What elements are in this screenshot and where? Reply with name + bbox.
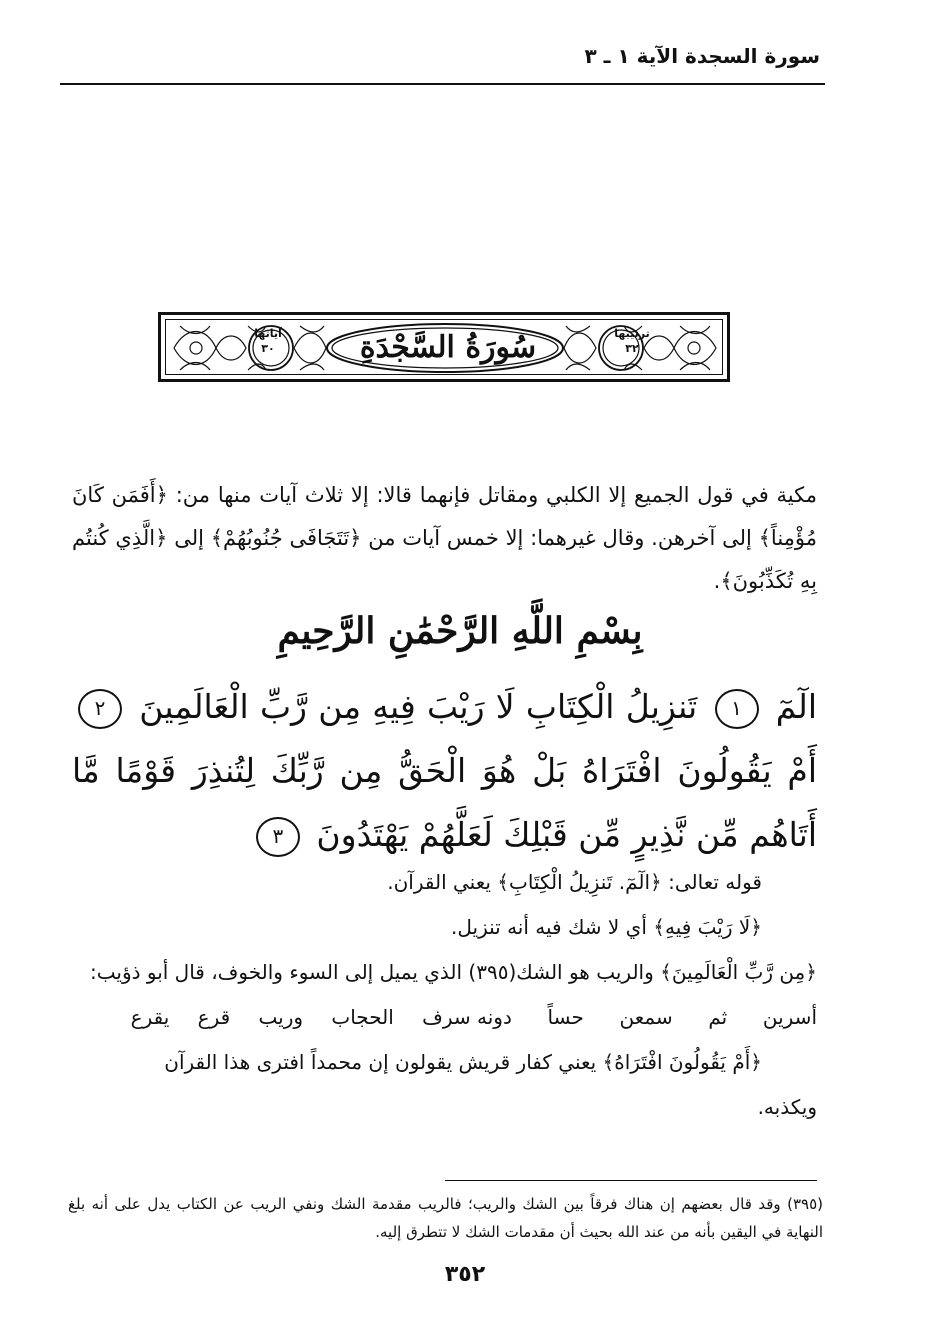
ayah-number-marker: ١ [715, 689, 759, 729]
surah-order-medallion [602, 326, 662, 356]
verses-label: آياتها [254, 327, 282, 340]
commentary-line: ﴿مِن رَّبِّ الْعَالَمِينَ﴾ والريب هو الشك(٣٩٥) الذي يميل إلى السوء والخوف، قال أبو ذؤيب: [90, 960, 817, 984]
commentary [72, 860, 817, 1130]
order-number: ٣٢ [625, 342, 639, 355]
page-number: ٣٥٢ [444, 1262, 486, 1287]
header-rule [60, 83, 825, 85]
poetry-hemistich: سرف الحجاب وريب قرع يقرع [130, 1005, 471, 1029]
verses-number: ٣٠ [261, 342, 275, 355]
banner-frame [165, 319, 723, 375]
commentary-line: ﴿لَا رَيْبَ فِيهِ﴾ أي لا شك فيه أنه تنزيل. [451, 915, 762, 939]
poetry-verse [72, 995, 817, 1040]
commentary-line: ويكذبه. [757, 1095, 817, 1119]
ayah-number-marker: ٣ [256, 817, 300, 857]
footnote-rule [445, 1180, 817, 1181]
surah-title: سُورَةُ السَّجْدَةِ [359, 330, 537, 365]
quran-verses [72, 675, 817, 867]
surah-banner [158, 312, 730, 382]
verse-text: أَمْ يَقُولُونَ افْتَرَاهُ بَلْ هُوَ الْحَقُّ مِن رَّبِّكَ لِتُنذِرَ قَوْمًا مَّا أَتَاهُم مِّن نَّذِيرٍ مِّن قَبْلِكَ لَعَلَّهُمْ يَهْتَدُونَ [72, 751, 817, 854]
commentary-line: ﴿أَمْ يَقُولُونَ افْتَرَاهُ﴾ يعني كفار قريش يقولون إن محمداً افترى هذا القرآن [164, 1050, 762, 1074]
commentary-line: قوله تعالى: ﴿الٓمٓ. تَنزِيلُ الْكِتَابِ﴾ يعني القرآن. [387, 870, 762, 894]
verse-text: تَنزِيلُ الْكِتَابِ لَا رَيْبَ فِيهِ مِن رَّبِّ الْعَالَمِينَ [139, 687, 698, 726]
verses-count-medallion [238, 326, 298, 356]
surah-introduction: مكية في قول الجميع إلا الكلبي ومقاتل فإنهما قالا: إلا ثلاث آيات منها من: ﴿أَفَمَن كَانَ مُؤْمِناً﴾ إلى آخرهن. وقال غيرهما: إلا خمس آيات من ﴿تَتَجَافَى جُنُوبُهُمْ﴾ إلى ﴿الَّذِي كُنتُم بِهِ تُكَذِّبُونَ﴾. [72, 483, 817, 593]
running-header: سورة السجدة الآية ١ ـ ٣ [584, 44, 820, 68]
basmala: بِسْمِ اللَّهِ الرَّحْمَٰنِ الرَّحِيمِ [277, 610, 643, 652]
footnote: (٣٩٥) وقد قال بعضهم إن هناك فرقاً بين الشك والريب؛ فالريب مقدمة الشك ونفي الريب عن الكتاب يدل على أنه بلغ النهاية في اليقين بأنه من عند الله بحيث أن مقدمات الشك لا تتطرق إليه. [68, 1195, 823, 1241]
ayah-number-marker: ٢ [78, 689, 122, 729]
verse-text: الٓمٓ [775, 687, 817, 726]
order-label: ترتيبها [614, 327, 650, 340]
poetry-hemistich: أسرين ثم سمعن حساً دونه [477, 1005, 817, 1029]
